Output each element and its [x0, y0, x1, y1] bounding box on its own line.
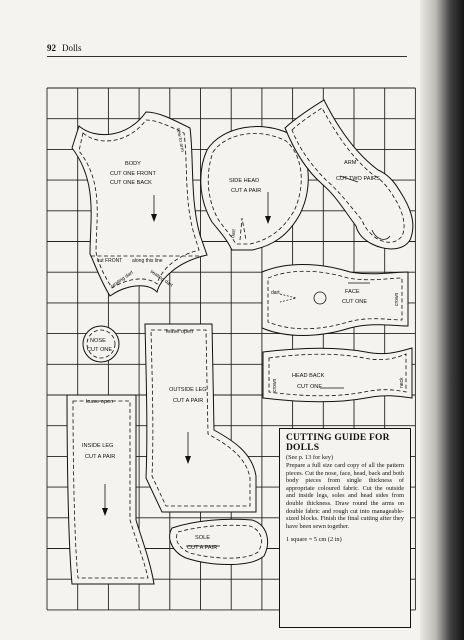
body-side-right: sew to arm — [175, 127, 186, 153]
body-fold-left: cut FRONT — [97, 258, 123, 264]
body-cut-front: CUT ONE FRONT — [110, 171, 156, 177]
face-name: FACE — [345, 289, 360, 295]
body-fold-right: along this line — [132, 258, 163, 264]
face-cut: CUT ONE — [342, 299, 368, 305]
head-back-name: HEAD BACK — [292, 373, 325, 379]
guide-scale: 1 square = 5 cm (2 in) — [286, 536, 342, 544]
cutting-guide-box — [279, 428, 411, 628]
side-head-cut: CUT A PAIR — [231, 188, 262, 194]
outside-leg-open: leave open — [166, 329, 194, 335]
nose-cut: CUT ONE — [87, 347, 113, 353]
body-dart-left: seating dart — [109, 269, 135, 290]
side-head-name: SIDE HEAD — [229, 178, 260, 184]
page-number: 92 — [47, 43, 56, 53]
sole-cut: CUT A PAIR — [187, 545, 218, 551]
outside-leg-name: OUTSIDE LEG — [169, 387, 207, 393]
inside-leg-open: leave open — [86, 399, 114, 405]
arm-cut: CUT TWO PAIRS — [336, 176, 380, 182]
head-back-piece — [263, 348, 412, 402]
guide-title: CUTTING GUIDE FOR DOLLS — [286, 433, 390, 453]
outside-leg-piece — [145, 324, 256, 512]
inside-leg-piece — [67, 395, 154, 584]
outside-leg-cut: CUT A PAIR — [173, 398, 204, 404]
body-cut-back: CUT ONE BACK — [110, 180, 152, 186]
running-header: Dolls — [62, 43, 82, 53]
guide-subtitle: (See p. 13 for key) — [286, 454, 334, 461]
face-piece — [262, 265, 408, 336]
face-dart: dart — [271, 290, 280, 296]
face-crown: crown — [394, 292, 400, 306]
guide-instructions: Prepare a full size card copy of all the pattern pieces. Cut the nose, face, head, back and both body pieces from single thickness of appropriate coloured fabric. Cut the outside and inside legs, soles and head sides from double thickness. Draw round the arms on double fabric and rough cut into manageable-sized blocks. Finish the final cutting after they have been sewn together. — [286, 462, 404, 530]
arm-name: ARM — [344, 160, 357, 166]
side-head-dart: dart — [230, 228, 238, 239]
body-piece — [72, 112, 207, 296]
inside-leg-cut: CUT A PAIR — [85, 454, 116, 460]
nose-piece — [83, 326, 119, 362]
head-back-crown: crown — [272, 378, 278, 392]
head-back-neck: neck — [399, 377, 405, 388]
nose-name: NOSE — [90, 338, 106, 344]
body-dart-right: seating dart — [148, 268, 174, 289]
sole-name: SOLE — [195, 535, 210, 541]
sole-piece — [170, 519, 268, 564]
inside-leg-name: INSIDE LEG — [82, 443, 114, 449]
body-name: BODY — [125, 161, 141, 167]
head-back-cut: CUT ONE — [297, 384, 323, 390]
